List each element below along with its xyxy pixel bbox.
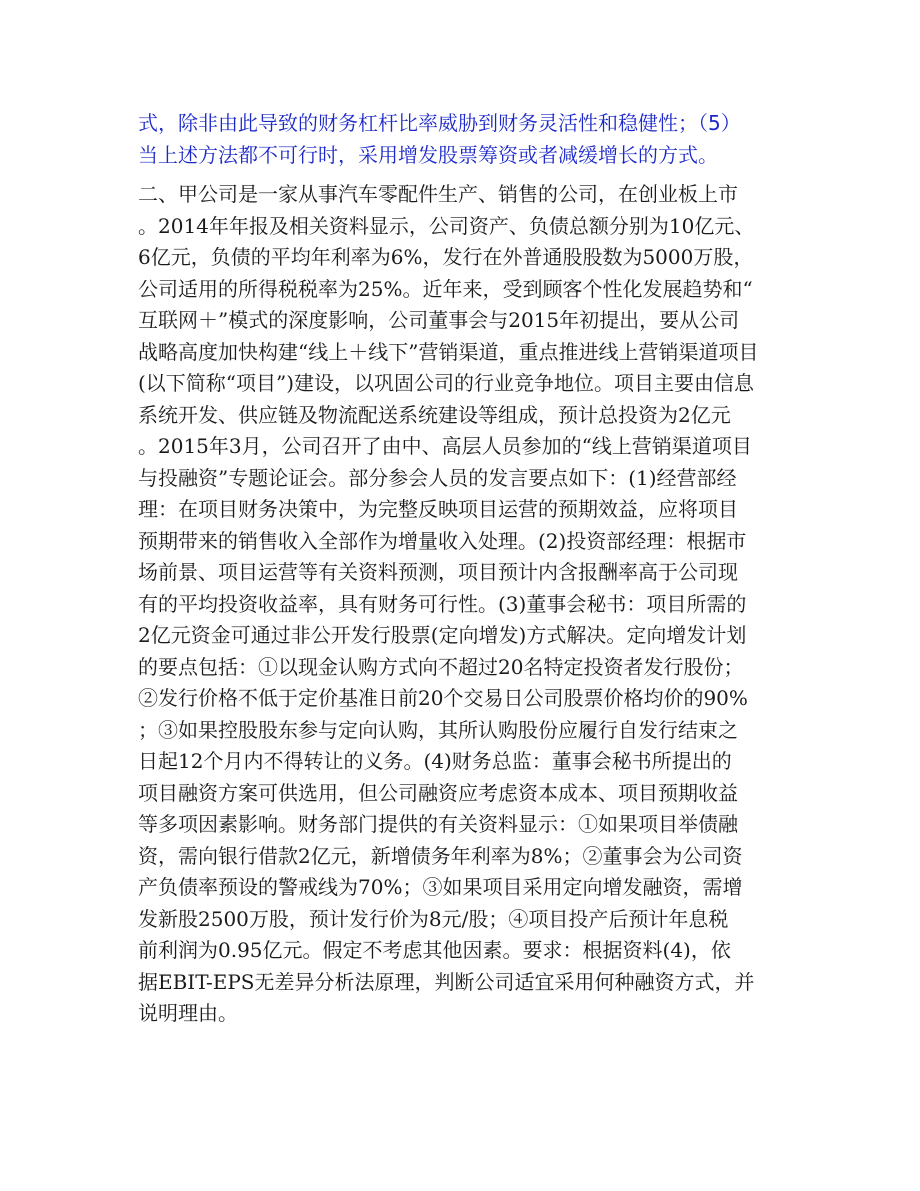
text-line: 与投融资”专题论证会。部分参会人员的发言要点如下：(1)经营部经 (138, 465, 737, 490)
text-line: 预期带来的销售收入全部作为增量收入处理。(2)投资部经理：根据市 (138, 528, 747, 553)
text-line: 6亿元，负债的平均年利率为6%，发行在外普通股股数为5000万股， (138, 245, 754, 269)
text-line: 项目融资方案可供选用，但公司融资应考虑资本成本、项目预期收益 (138, 780, 738, 805)
text-line: 发新股2500万股，预计发行价为8元/股；④项目投产后预计年息税 (138, 906, 729, 931)
text-line: 的要点包括：①以现金认购方式向不超过20名特定投资者发行股份； (138, 654, 744, 679)
text-line: 理：在项目财务决策中，为完整反映项目运营的预期效益，应将项目 (138, 497, 738, 521)
text-line: 说明理由。 (138, 1001, 238, 1025)
text-line: 前利润为0.95亿元。假定不考虑其他因素。要求：根据资料(4)，依 (138, 938, 731, 962)
question-two-paragraph (138, 179, 782, 1030)
text-line: 二、甲公司是一家从事汽车零配件生产、销售的公司，在创业板上市 (138, 182, 738, 206)
paragraph-spacer (138, 171, 782, 179)
text-line: ；③如果控股股东参与定向认购，其所认购股份应履行自发行结束之 (138, 717, 738, 742)
text-line: 式，除非由此导致的财务杠杆比率威胁到财务灵活性和稳健性；（5） (138, 111, 741, 135)
text-line: 2亿元资金可通过非公开发行股票(定向增发)方式解决。定向增发计划 (138, 623, 747, 647)
text-line: 。2014年年报及相关资料显示，公司资产、负债总额分别为10亿元、 (138, 213, 755, 238)
text-line: 产负债率预设的警戒线为70%；③如果项目采用定向增发融资，需增 (138, 875, 743, 899)
text-line: 战略高度加快构建“线上＋线下”营销渠道，重点推进线上营销渠道项目 (138, 339, 759, 364)
text-line: 据EBIT-EPS无差异分析法原理，判断公司适宜采用何种融资方式，并 (138, 969, 755, 994)
text-line: 场前景、项目运营等有关资料预测，项目预计内含报酬率高于公司现 (138, 560, 738, 584)
text-line: 有的平均投资收益率，具有财务可行性。(3)董事会秘书：项目所需的 (138, 591, 747, 616)
text-line: 互联网＋”模式的深度影响，公司董事会与2015年初提出，要从公司 (138, 308, 740, 332)
text-line: 系统开发、供应链及物流配送系统建设等组成，预计总投资为2亿元 (138, 402, 731, 427)
answer-tail-paragraph (138, 108, 782, 171)
text-line: 资，需向银行借款2亿元，新增债务年利率为8%；②董事会为公司资 (138, 843, 743, 868)
text-line: 当上述方法都不可行时，采用增发股票筹资或者减缓增长的方式。 (138, 142, 718, 167)
text-line: 。2015年3月，公司召开了由中、高层人员参加的“线上营销渠道项目 (138, 434, 752, 458)
text-line: 日起12个月内不得转让的义务。(4)财务总监：董事会秘书所提出的 (138, 749, 732, 773)
text-line: ②发行价格不低于定价基准日前20个交易日公司股票价格均价的90% (138, 686, 748, 710)
text-line: (以下简称“项目”)建设，以巩固公司的行业竞争地位。项目主要由信息 (138, 371, 755, 395)
text-line: 公司适用的所得税税率为25%。近年来，受到顾客个性化发展趋势和“ (138, 276, 753, 301)
text-line: 等多项因素影响。财务部门提供的有关资料显示：①如果项目举债融 (138, 812, 738, 836)
